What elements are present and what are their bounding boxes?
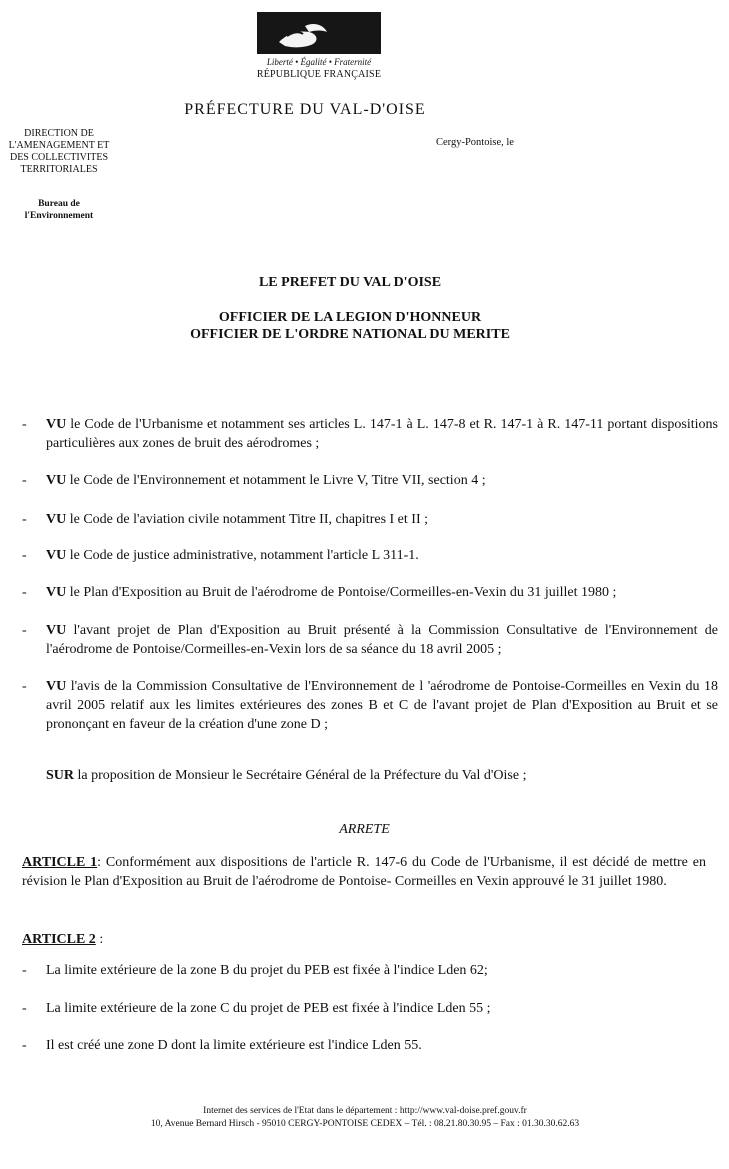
- direction-line: TERRITORIALES: [20, 164, 98, 175]
- prefecture-title: PRÉFECTURE DU VAL-D'OISE: [184, 101, 426, 118]
- considerant-text: le Code de l'Environnement et notamment le Livre V, Titre VII, section 4 ;: [66, 473, 486, 488]
- considerant-text: le Plan d'Exposition au Bruit de l'aérodrome de Pontoise/Cormeilles-en-Vexin du 31 juillet 1980 ;: [66, 585, 617, 600]
- legion-title: OFFICIER DE LA LEGION D'HONNEUR: [218, 310, 482, 325]
- considerant-lead: VU: [46, 473, 67, 488]
- marianne-icon: [257, 12, 381, 54]
- list-dash: -: [22, 623, 27, 638]
- article-2-item-text: La limite extérieure de la zone C du projet de PEB est fixée à l'indice Lden 55 ;: [46, 1001, 491, 1016]
- considerant-lead: VU: [46, 548, 67, 563]
- list-dash: -: [22, 473, 27, 488]
- considerant-lead: VU: [46, 679, 67, 694]
- article-2-suffix: :: [95, 932, 104, 947]
- list-dash: -: [22, 1038, 27, 1053]
- list-dash: -: [22, 417, 27, 432]
- sur-text: la proposition de Monsieur le Secrétaire Général de la Préfecture du Val d'Oise ;: [74, 768, 527, 783]
- considerant-lead: VU: [46, 585, 67, 600]
- footer-website: Internet des services de l'Etat dans le département : http://www.val-doise.pref.gouv.fr: [203, 1106, 527, 1116]
- bureau-line: l'Environnement: [24, 211, 94, 221]
- list-dash: -: [22, 512, 27, 527]
- direction-line: DES COLLECTIVITES: [9, 152, 109, 163]
- list-dash: -: [22, 548, 27, 563]
- considerant-lead: VU: [46, 512, 67, 527]
- considerant-text: l'avis de la Commission Consultative de l'Environnement de l 'aérodrome de Pontoise-Cormeilles en Vexin du 18 avril 2005 relatif aux les limites extérieures des zones B et C de l'avant projet de Plan d'Exposition au Bruit et se prononçant en faveur de la création d'une zone D ;: [46, 679, 718, 732]
- arrete-heading: ARRETE: [339, 822, 390, 837]
- article-2: [22, 930, 322, 949]
- considerant-text: le Code de l'aviation civile notamment Titre II, chapitres I et II ;: [66, 512, 428, 527]
- considerant-text: l'avant projet de Plan d'Exposition au Bruit présenté à la Commission Consultative de l'Environnement de l'aérodrome de Pontoise/Cormeilles-en-Vexin lors de sa séance du 18 avril 2005 ;: [46, 623, 718, 657]
- article-1: [22, 853, 706, 891]
- article-1-label: ARTICLE 1: [22, 855, 98, 870]
- republic-name: RÉPUBLIQUE FRANÇAISE: [256, 69, 382, 80]
- republic-motto: Liberté • Égalité • Fraternité: [266, 57, 372, 67]
- direction-line: DIRECTION DE: [24, 128, 94, 139]
- list-dash: -: [22, 679, 27, 694]
- sur-paragraph: [46, 766, 706, 785]
- prefet-title: LE PREFET DU VAL D'OISE: [258, 275, 442, 290]
- footer-address: 10, Avenue Bernard Hirsch - 95010 CERGY-PONTOISE CEDEX – Tél. : 08.21.80.30.95 – Fax : 01.30.30.62.63: [150, 1119, 580, 1129]
- place-date: Cergy-Pontoise, le: [436, 137, 514, 148]
- list-dash: -: [22, 1001, 27, 1016]
- bureau-line: Bureau de: [38, 199, 80, 209]
- list-dash: -: [22, 963, 27, 978]
- considerant-text: le Code de l'Urbanisme et notamment ses articles L. 147-1 à L. 147-8 et R. 147-1 à R. 147-11 portant dispositions particulières aux zones de bruit des aérodromes ;: [46, 417, 718, 451]
- merite-title: OFFICIER DE L'ORDRE NATIONAL DU MERITE: [190, 327, 510, 342]
- considerant-text: le Code de justice administrative, notamment l'article L 311-1.: [66, 548, 419, 563]
- direction-block: [0, 128, 118, 176]
- article-1-text: : Conformément aux dispositions de l'article R. 147-6 du Code de l'Urbanisme, il est décidé de mettre en révision le Plan d'Exposition au Bruit de l'aérodrome de Pontoise- Cormeilles en Vexin approuvé le 31 juillet 1980.: [22, 855, 706, 889]
- marianne-logo: [257, 12, 381, 54]
- list-dash: -: [22, 585, 27, 600]
- considerant-lead: VU: [46, 417, 67, 432]
- direction-line: L'AMENAGEMENT ET: [8, 140, 110, 151]
- article-2-label: ARTICLE 2: [22, 932, 96, 947]
- bureau-block: [0, 198, 118, 222]
- article-2-item-text: Il est créé une zone D dont la limite extérieure est l'indice Lden 55.: [46, 1038, 422, 1053]
- considerant-lead: VU: [46, 623, 67, 638]
- sur-lead: SUR: [46, 768, 75, 783]
- article-2-item-text: La limite extérieure de la zone B du projet du PEB est fixée à l'indice Lden 62;: [46, 963, 488, 978]
